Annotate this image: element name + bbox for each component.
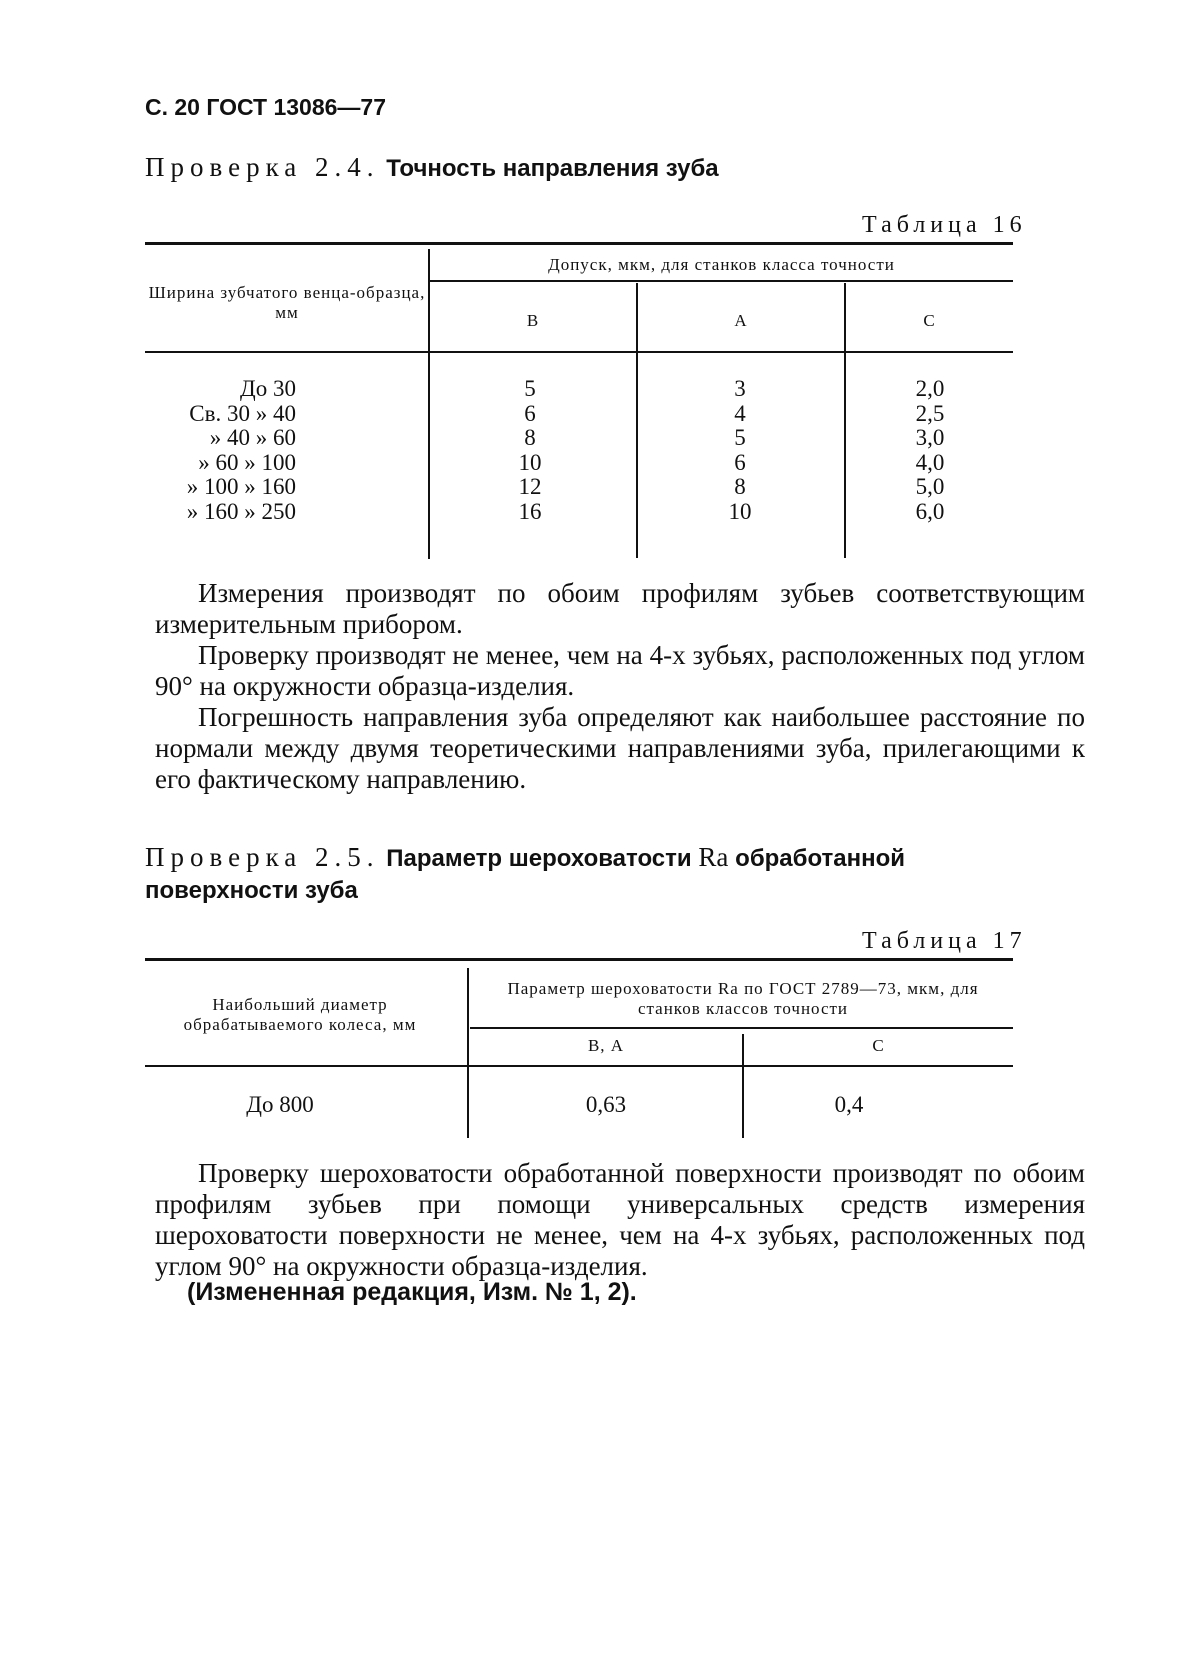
table16-group-header: Допуск, мкм, для станков класса точности bbox=[548, 255, 895, 274]
section-heading-2-4 bbox=[145, 152, 719, 183]
table17-group-header: Параметр шероховатости Ra по ГОСТ 2789—73, мкм, для станков классов точности bbox=[507, 979, 979, 1018]
table-label-16: Таблица 16 bbox=[862, 212, 1027, 238]
table-cell: 6 bbox=[734, 449, 746, 475]
table-row-range: » 100 » 160 bbox=[186, 474, 296, 500]
table17-col1-header: Наибольший диаметр обрабатываемого колеса, мм bbox=[183, 995, 417, 1034]
table-cell: 2,5 bbox=[915, 400, 945, 426]
table-cell: 6 bbox=[524, 400, 536, 426]
table-cell: 6,0 bbox=[915, 499, 945, 524]
table16-col-C: С bbox=[923, 311, 936, 330]
table-label-17: Таблица 17 bbox=[862, 928, 1027, 954]
table-cell: 5 bbox=[734, 425, 746, 451]
table-cell: 2,0 bbox=[915, 376, 945, 401]
section-heading-2-5 bbox=[145, 842, 1025, 906]
table-cell: 5 bbox=[524, 376, 536, 401]
table17-col-C: С bbox=[872, 1036, 885, 1055]
table17-value-C: 0,4 bbox=[834, 1092, 864, 1117]
table-cell: 5,0 bbox=[915, 474, 945, 500]
table-cell: 8 bbox=[524, 425, 536, 451]
paragraph: Погрешность направления зуба определяют как наибольшее расстояние по нормали между двумя теоретическими направлениями зуба, прилегающими к его фактическому направлению. bbox=[155, 702, 1085, 794]
paragraph: Проверку шероховатости обработанной поверхности производят по обоим профилям зубьев при помощи универсальных средств измерения шероховатости поверхности не менее, чем на 4-х зубьях, расположенных под углом 90° на окружности образца-изделия. bbox=[155, 1158, 1085, 1281]
table17-col-BA: В, А bbox=[587, 1036, 625, 1055]
section-title-part2: обработанной поверхности зуба bbox=[145, 845, 906, 904]
table-cell: 8 bbox=[734, 474, 746, 500]
table-cell: 3,0 bbox=[915, 425, 945, 451]
revision-note: (Измененная редакция, Изм. № 1, 2). bbox=[187, 1278, 637, 1306]
table-cell: 10 bbox=[728, 499, 752, 524]
table-cell: 16 bbox=[518, 499, 542, 524]
table17-value-BA: 0,63 bbox=[585, 1092, 627, 1117]
table17-diameter: До 800 bbox=[246, 1092, 314, 1117]
table-row-range: Св. 30 » 40 bbox=[189, 400, 296, 426]
table16-col-A: А bbox=[734, 311, 748, 330]
table16-col-B: В bbox=[526, 311, 540, 330]
table-row-range: До 30 bbox=[240, 376, 296, 401]
ra-symbol: Ra bbox=[698, 842, 729, 872]
table16-col1-header: Ширина зубчатого венца-образца, мм bbox=[148, 283, 426, 322]
check-prefix: Проверка 2.5. bbox=[145, 842, 380, 872]
section-title: Точность направления зуба bbox=[386, 155, 719, 182]
paragraph: Проверку производят не менее, чем на 4-х зубьях, расположенных под углом 90° на окружности образца-изделия. bbox=[155, 640, 1085, 701]
table-cell: 4,0 bbox=[915, 449, 945, 475]
table-cell: 10 bbox=[518, 449, 542, 475]
table-row-range: » 40 » 60 bbox=[209, 425, 296, 451]
page-header: С. 20 ГОСТ 13086—77 bbox=[145, 94, 387, 120]
table-cell: 12 bbox=[518, 474, 542, 500]
table-row-range: » 160 » 250 bbox=[186, 499, 296, 524]
check-prefix: Проверка 2.4. bbox=[145, 152, 380, 182]
section-title-part1: Параметр шероховатости bbox=[386, 845, 692, 872]
table-cell: 3 bbox=[734, 376, 746, 401]
table-cell: 4 bbox=[734, 400, 746, 426]
table-row-range: » 60 » 100 bbox=[198, 449, 296, 475]
paragraph: Измерения производят по обоим профилям зубьев соответствующим измерительным прибором. bbox=[155, 578, 1085, 639]
